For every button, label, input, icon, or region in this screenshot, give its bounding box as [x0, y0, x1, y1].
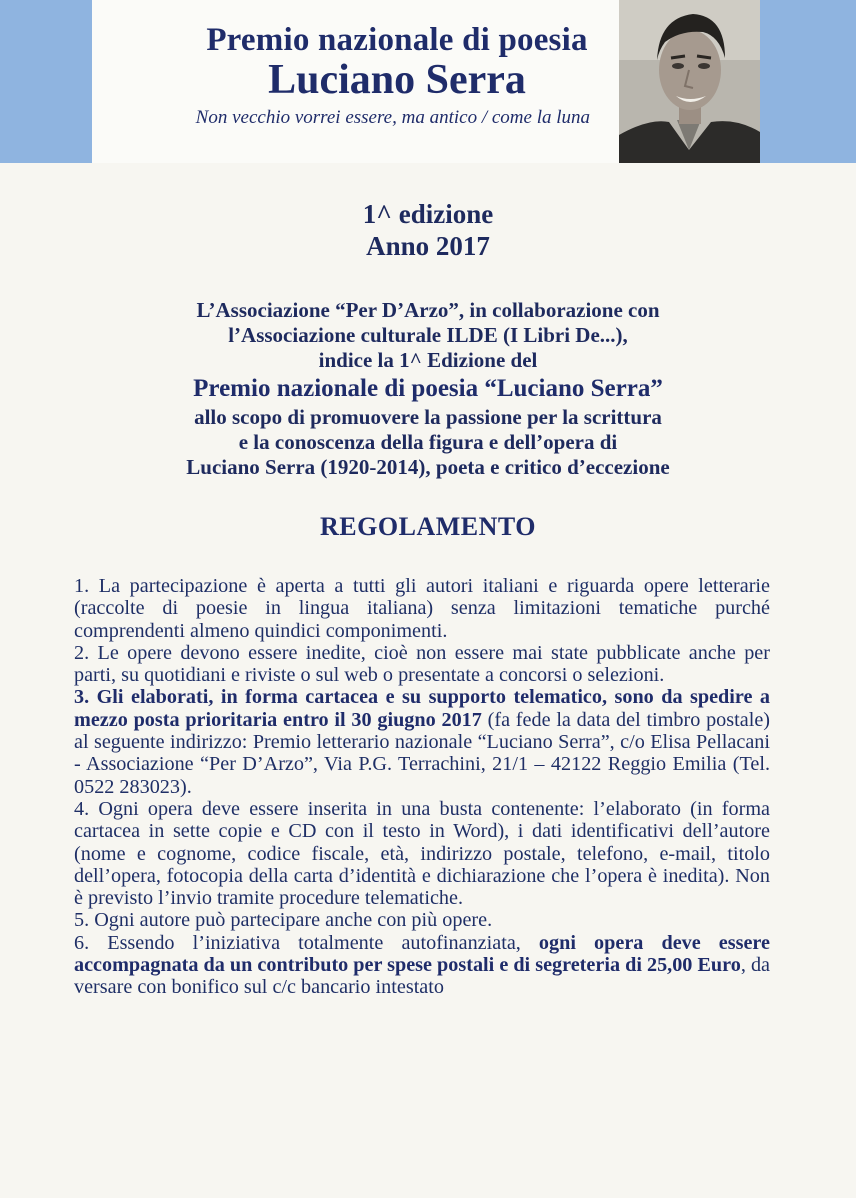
- intro-line: indice la 1^ Edizione del: [318, 348, 538, 372]
- intro-line: e la conoscenza della figura e dell’opera di: [238, 430, 618, 454]
- intro-block: [0, 298, 856, 480]
- intro-line: l’Associazione culturale ILDE (I Libri De...),: [228, 323, 628, 347]
- rules-list: [74, 575, 770, 999]
- rule-bold-text: 3. Gli elaborati, in forma cartacea e su supporto telematico, sono da spedire a mezzo posta prioritaria entro il 30 giugno 2017: [74, 686, 770, 731]
- rule-text: Ogni opera deve essere inserita in una busta contenente: l’elaborato (in forma cartacea in sette copie e CD con il testo in Word), i dati identificativi dell’autore (nome e cognome, codice fiscale, età, indirizzo postale, telefono, e-mail, titolo dell’opera, fotocopia della carta d’identità e dichiarazione che l’opera è inedita). Non è previsto l’invio tramite procedure telematiche.: [74, 797, 770, 910]
- regolamento-heading: REGOLAMENTO: [320, 512, 536, 541]
- edition-number: 1^ edizione: [362, 199, 494, 229]
- right-blue-band: [760, 0, 856, 163]
- left-blue-band: [0, 0, 92, 163]
- header-tagline: Non vecchio vorrei essere, ma antico / come la luna: [195, 107, 590, 128]
- intro-line: allo scopo di promuovere la passione per la scrittura: [194, 405, 662, 429]
- rule-text: Ogni autore può partecipare anche con più opere.: [89, 909, 493, 932]
- rule-item: [74, 798, 770, 909]
- portrait-photo-icon: [619, 0, 760, 163]
- intro-line: L’Associazione “Per D’Arzo”, in collaborazione con: [196, 298, 660, 322]
- rule-number: 2.: [74, 641, 90, 664]
- rule-number: 6.: [74, 931, 90, 954]
- rule-item: [74, 686, 770, 797]
- rule-text: La partecipazione è aperta a tutti gli autori italiani e riguarda opere letterarie (raccolte di poesie in lingua italiana) senza limitazioni tematiche purché comprendenti almeno quindici componimenti.: [74, 575, 770, 642]
- rule-text: Le opere devono essere inedite, cioè non essere mai state pubblicate anche per parti, su quotidiani e riviste o sul web o presentate a concorsi o selezioni.: [74, 641, 770, 687]
- rule-bold-text: ogni opera deve essere accompagnata da un contributo per spese postali e di segreteria di 25,00 Euro: [74, 931, 770, 977]
- rule-text: Essendo l’iniziativa totalmente autofinanziata,: [89, 931, 539, 954]
- rule-text: , da versare con bonifico sul c/c bancario intestato: [74, 954, 770, 999]
- intro-line: Luciano Serra (1920-2014), poeta e critico d’eccezione: [186, 455, 670, 479]
- rule-item: [74, 932, 770, 999]
- rule-number: 4.: [74, 797, 90, 820]
- rule-item: [74, 909, 770, 931]
- rule-number: 5.: [74, 909, 90, 932]
- rule-item: [74, 575, 770, 642]
- header-title-line1: Premio nazionale di poesia: [206, 22, 588, 58]
- prize-name: Premio nazionale di poesia “Luciano Serra”: [193, 375, 663, 402]
- rule-number: 1.: [74, 575, 90, 597]
- edition-year: Anno 2017: [366, 231, 490, 261]
- rule-text: (fa fede la data del timbro postale) al seguente indirizzo: Premio letterario nazionale “Luciano Serra”, c/o Elisa Pellacani - Associazione “Per D’Arzo”, Via P.G. Terrachini, 21/1 – 42122 Reggio Emilia (Tel. 0522 283023).: [74, 708, 770, 798]
- rule-item: [74, 642, 770, 687]
- edition-block: [0, 198, 856, 262]
- header-title-line2: Luciano Serra: [268, 57, 526, 103]
